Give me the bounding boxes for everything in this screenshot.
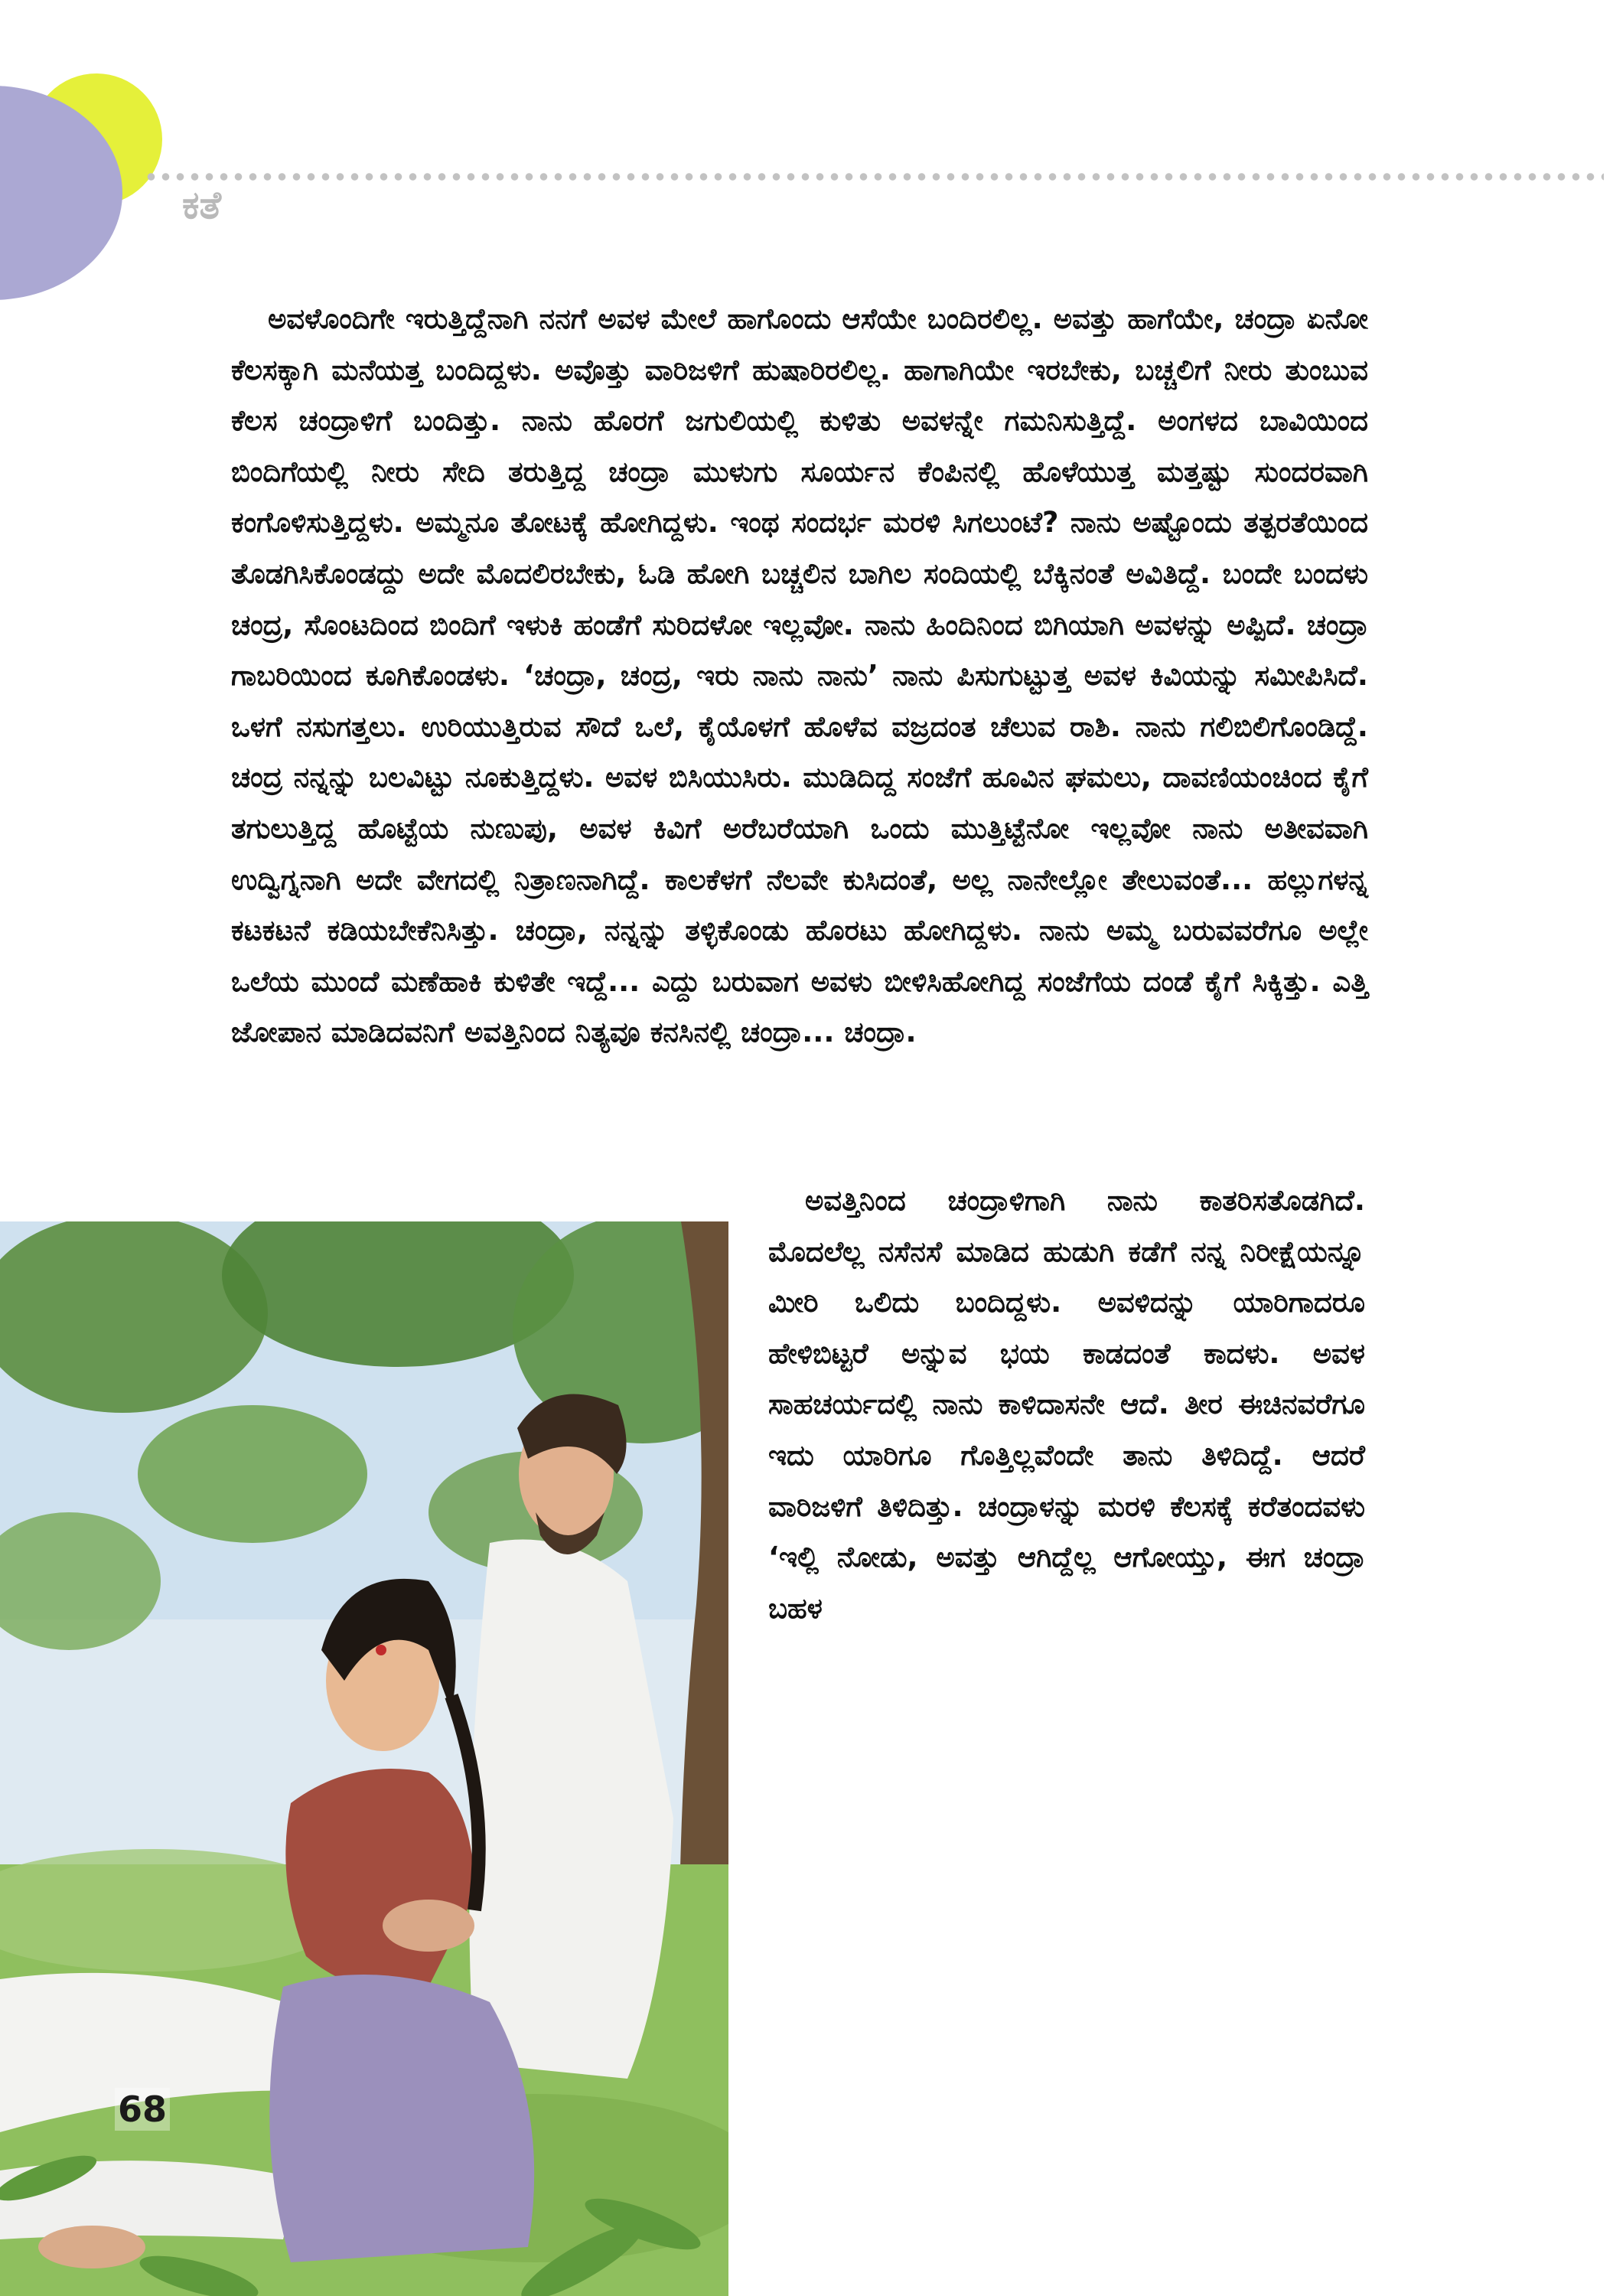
dotted-header-rule bbox=[144, 171, 1604, 182]
story-main-column bbox=[231, 294, 1368, 1171]
story-paragraph-main: ಅವಳೊಂದಿಗೇ ಇರುತ್ತಿದ್ದೆನಾಗಿ ನನಗೆ ಅವಳ ಮೇಲೆ ಹಾಗೊಂದು ಆಸೆಯೇ ಬಂದಿರಲಿಲ್ಲ. ಅವತ್ತು ಹಾಗೆಯೇ, ಚಂದ್ರಾ ಏನೋ ಕೆಲಸಕ್ಕಾಗಿ ಮನೆಯತ್ತ ಬಂದಿದ್ದಳು. ಅವೊತ್ತು ವಾರಿಜಳಿಗೆ ಹುಷಾರಿರಲಿಲ್ಲ. ಹಾಗಾಗಿಯೇ ಇರಬೇಕು, ಬಚ್ಚಲಿಗೆ ನೀರು ತುಂಬುವ ಕೆಲಸ ಚಂದ್ರಾಳಿಗೆ ಬಂದಿತ್ತು. ನಾನು ಹೊರಗೆ ಜಗುಲಿಯಲ್ಲಿ ಕುಳಿತು ಅವಳನ್ನೇ ಗಮನಿಸುತ್ತಿದ್ದೆ. ಅಂಗಳದ ಬಾವಿಯಿಂದ ಬಿಂದಿಗೆಯಲ್ಲಿ ನೀರು ಸೇದಿ ತರುತ್ತಿದ್ದ ಚಂದ್ರಾ ಮುಳುಗು ಸೂರ್ಯನ ಕೆಂಪಿನಲ್ಲಿ ಹೊಳೆಯುತ್ತ ಮತ್ತಷ್ಟು ಸುಂದರವಾಗಿ ಕಂಗೊಳಿಸುತ್ತಿದ್ದಳು. ಅಮ್ಮನೂ ತೋಟಕ್ಕೆ ಹೋಗಿದ್ದಳು. ಇಂಥ ಸಂದರ್ಭ ಮರಳಿ ಸಿಗಲುಂಟೆ? ನಾನು ಅಷ್ಟೊಂದು ತತ್ಪರತೆಯಿಂದ ತೊಡಗಿಸಿಕೊಂಡದ್ದು ಅದೇ ಮೊದಲಿರಬೇಕು, ಓಡಿ ಹೋಗಿ ಬಚ್ಚಲಿನ ಬಾಗಿಲ ಸಂದಿಯಲ್ಲಿ ಬೆಕ್ಕಿನಂತೆ ಅವಿತಿದ್ದೆ. ಬಂದೇ ಬಂದಳು ಚಂದ್ರ, ಸೊಂಟದಿಂದ ಬಿಂದಿಗೆ ಇಳುಕಿ ಹಂಡೆಗೆ ಸುರಿದಳೋ ಇಲ್ಲವೋ. ನಾನು ಹಿಂದಿನಿಂದ ಬಿಗಿಯಾಗಿ ಅವಳನ್ನು ಅಪ್ಪಿದೆ. ಚಂದ್ರಾ ಗಾಬರಿಯಿಂದ ಕೂಗಿಕೊಂಡಳು. ‘ಚಂದ್ರಾ, ಚಂದ್ರ, ಇರು ನಾನು ನಾನು’ ನಾನು ಪಿಸುಗುಟ್ಟುತ್ತ ಅವಳ ಕಿವಿಯನ್ನು ಸಮೀಪಿಸಿದೆ. ಒಳಗೆ ನಸುಗತ್ತಲು. ಉರಿಯುತ್ತಿರುವ ಸೌದೆ ಒಲೆ, ಕೈಯೊಳಗೆ ಹೊಳೆವ ವಜ್ರದಂತ ಚೆಲುವ ರಾಶಿ. ನಾನು ಗಲಿಬಿಲಿಗೊಂಡಿದ್ದೆ. ಚಂದ್ರ ನನ್ನನ್ನು ಬಲವಿಟ್ಟು ನೂಕುತ್ತಿದ್ದಳು. ಅವಳ ಬಿಸಿಯುಸಿರು. ಮುಡಿದಿದ್ದ ಸಂಜೆಗೆ ಹೂವಿನ ಘಮಲು, ದಾವಣಿಯಂಚಿಂದ ಕೈಗೆ ತಗುಲುತ್ತಿದ್ದ ಹೊಟ್ಟೆಯ ನುಣುಪು, ಅವಳ ಕಿವಿಗೆ ಅರೆಬರೆಯಾಗಿ ಒಂದು ಮುತ್ತಿಟ್ಟೆನೋ ಇಲ್ಲವೋ ನಾನು ಅತೀವವಾಗಿ ಉದ್ವಿಗ್ನನಾಗಿ ಅದೇ ವೇಗದಲ್ಲಿ ನಿತ್ರಾಣನಾಗಿದ್ದೆ. ಕಾಲಕೆಳಗೆ ನೆಲವೇ ಕುಸಿದಂತೆ, ಅಲ್ಲ ನಾನೇಲ್ಲೋ ತೇಲುವಂತೆ... ಹಲ್ಲುಗಳನ್ನ ಕಟಕಟನೆ ಕಡಿಯಬೇಕೆನಿಸಿತ್ತು. ಚಂದ್ರಾ, ನನ್ನನ್ನು ತಳ್ಳಿಕೊಂಡು ಹೊರಟು ಹೋಗಿದ್ದಳು. ನಾನು ಅಮ್ಮ ಬರುವವರೆಗೂ ಅಲ್ಲೇ ಒಲೆಯ ಮುಂದೆ ಮಣೆಹಾಕಿ ಕುಳಿತೇ ಇದ್ದೆ... ಎದ್ದು ಬರುವಾಗ ಅವಳು ಬೀಳಿಸಿಹೋಗಿದ್ದ ಸಂಜೆಗೆಯ ದಂಡೆ ಕೈಗೆ ಸಿಕ್ಕಿತ್ತು. ಎತ್ತಿ ಜೋಪಾನ ಮಾಡಿದವನಿಗೆ ಅವತ್ತಿನಿಂದ ನಿತ್ಯವೂ ಕನಸಿನಲ್ಲಿ ಚಂದ್ರಾ... ಚಂದ್ರಾ. bbox=[231, 302, 1368, 1049]
story-side-column bbox=[768, 1176, 1365, 2115]
section-label: ಕತೆ bbox=[182, 183, 221, 227]
page-number: 68 bbox=[115, 2088, 170, 2131]
foliage-4 bbox=[138, 1405, 367, 1543]
story-paragraph-side: ಅವತ್ತಿನಿಂದ ಚಂದ್ರಾಳಿಗಾಗಿ ನಾನು ಕಾತರಿಸತೊಡಗಿದೆ. ಮೊದಲೆಲ್ಲ ನಸೆನಸೆ ಮಾಡಿದ ಹುಡುಗಿ ಕಡೆಗೆ ನನ್ನ ನಿರೀಕ್ಷೆಯನ್ನೂ ಮೀರಿ ಒಲಿದು ಬಂದಿದ್ದಳು. ಅವಳಿದನ್ನು ಯಾರಿಗಾದರೂ ಹೇಳಿಬಿಟ್ಟರೆ ಅನ್ನುವ ಭಯ ಕಾಡದಂತೆ ಕಾದಳು. ಅವಳ ಸಾಹಚರ್ಯದಲ್ಲಿ ನಾನು ಕಾಳಿದಾಸನೇ ಆದೆ. ತೀರ ಈಚಿನವರೆಗೂ ಇದು ಯಾರಿಗೂ ಗೊತ್ತಿಲ್ಲವೆಂದೇ ತಾನು ತಿಳಿದಿದ್ದೆ. ಆದರೆ ವಾರಿಜಳಿಗೆ ತಿಳಿದಿತ್ತು. ಚಂದ್ರಾಳನ್ನು ಮರಳಿ ಕೆಲಸಕ್ಕೆ ಕರೆತಂದವಳು ‘ಇಲ್ಲಿ ನೋಡು, ಅವತ್ತು ಆಗಿದ್ದೆಲ್ಲ ಆಗೋಯ್ತು, ಈಗ ಚಂದ್ರಾ ಬಹಳ bbox=[768, 1184, 1365, 1625]
man-hand bbox=[383, 1900, 474, 1952]
bindi bbox=[376, 1645, 386, 1655]
couple-illustration bbox=[0, 1221, 728, 2296]
woman-skirt bbox=[269, 1975, 534, 2262]
story-illustration bbox=[0, 1221, 728, 2296]
foot bbox=[38, 2226, 145, 2268]
